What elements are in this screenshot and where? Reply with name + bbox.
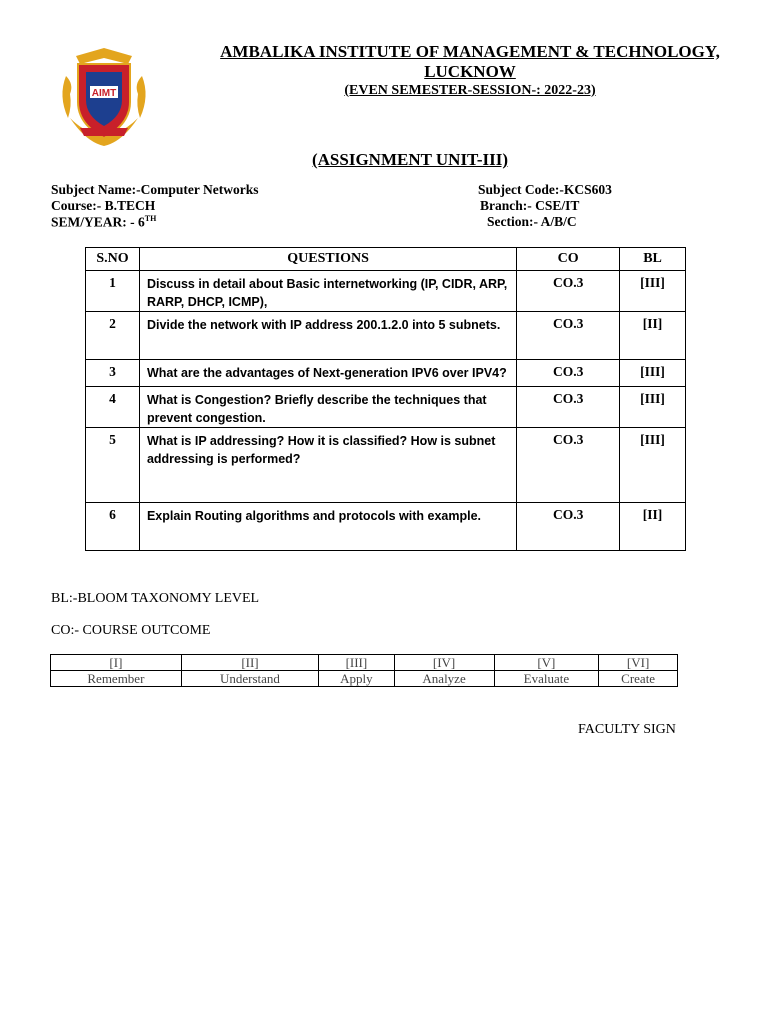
section: Section:- A/B/C: [487, 214, 577, 229]
branch: Branch:- CSE/IT: [480, 198, 580, 213]
institute-logo: [56, 46, 152, 150]
row-question: What is Congestion? Briefly describe the techniques that prevent congestion.: [139, 387, 516, 428]
bloom-level: [IV]: [394, 655, 494, 671]
faculty-sign: FACULTY SIGN: [578, 722, 676, 737]
row-co: CO.3: [517, 312, 620, 360]
row-sno: 2: [86, 312, 140, 360]
header-bl: BL: [620, 248, 686, 271]
table-row: [86, 503, 686, 551]
institute-name: AMBALIKA INSTITUTE OF MANAGEMENT & TECHNOLOGY,: [220, 42, 720, 61]
bloom-taxonomy-table: [50, 654, 678, 687]
bloom-name: Analyze: [394, 671, 494, 687]
table-row: [86, 428, 686, 503]
bloom-name: Understand: [181, 671, 318, 687]
bloom-name: Create: [599, 671, 678, 687]
row-co: CO.3: [517, 503, 620, 551]
header-co: CO: [517, 248, 620, 271]
course: Course:- B.TECH: [51, 198, 156, 213]
row-sno: 4: [86, 387, 140, 428]
row-bl: [II]: [620, 312, 686, 360]
row-sno: 3: [86, 360, 140, 387]
row-co: CO.3: [517, 387, 620, 428]
row-question: What is IP addressing? How it is classified? How is subnet addressing is performed?: [139, 428, 516, 503]
subject-code: Subject Code:-KCS603: [478, 182, 612, 197]
row-question: Discuss in detail about Basic internetworking (IP, CIDR, ARP, RARP, DHCP, ICMP),: [139, 271, 516, 312]
co-legend: CO:- COURSE OUTCOME: [51, 623, 211, 638]
svg-text:AIMT: AIMT: [91, 88, 117, 99]
row-co: CO.3: [517, 428, 620, 503]
table-row: [86, 360, 686, 387]
table-row: [86, 312, 686, 360]
table-header-row: [86, 248, 686, 271]
row-sno: 1: [86, 271, 140, 312]
row-bl: [II]: [620, 503, 686, 551]
row-co: CO.3: [517, 271, 620, 312]
subject-name: Subject Name:-Computer Networks: [51, 182, 259, 197]
bloom-level: [III]: [319, 655, 395, 671]
sem-year: [51, 214, 156, 231]
row-question: What are the advantages of Next-generation IPV6 over IPV4?: [139, 360, 516, 387]
row-co: CO.3: [517, 360, 620, 387]
bloom-level: [I]: [51, 655, 182, 671]
institute-city: LUCKNOW: [424, 62, 516, 81]
assignment-title: (ASSIGNMENT UNIT-III): [311, 150, 509, 169]
row-bl: [III]: [620, 360, 686, 387]
row-sno: 6: [86, 503, 140, 551]
questions-table: [85, 247, 686, 551]
row-bl: [III]: [620, 387, 686, 428]
row-question: Explain Routing algorithms and protocols with example.: [139, 503, 516, 551]
bloom-level: [VI]: [599, 655, 678, 671]
row-sno: 5: [86, 428, 140, 503]
bloom-name: Apply: [319, 671, 395, 687]
header-sno: S.NO: [86, 248, 140, 271]
session-heading: (EVEN SEMESTER-SESSION-: 2022-23): [344, 83, 596, 98]
bloom-level: [II]: [181, 655, 318, 671]
logo-crest-icon: [56, 46, 152, 150]
row-bl: [III]: [620, 428, 686, 503]
bloom-name-row: [51, 671, 678, 687]
row-question: Divide the network with IP address 200.1.2.0 into 5 subnets.: [139, 312, 516, 360]
table-row: [86, 271, 686, 312]
bloom-level: [V]: [494, 655, 599, 671]
header-questions: QUESTIONS: [139, 248, 516, 271]
bloom-name: Evaluate: [494, 671, 599, 687]
table-row: [86, 387, 686, 428]
sem-year-sup: TH: [144, 214, 157, 223]
bloom-name: Remember: [51, 671, 182, 687]
bl-legend: BL:-BLOOM TAXONOMY LEVEL: [51, 591, 260, 606]
bloom-level-row: [51, 655, 678, 671]
sem-year-text: SEM/YEAR: - 6: [51, 214, 145, 230]
row-bl: [III]: [620, 271, 686, 312]
